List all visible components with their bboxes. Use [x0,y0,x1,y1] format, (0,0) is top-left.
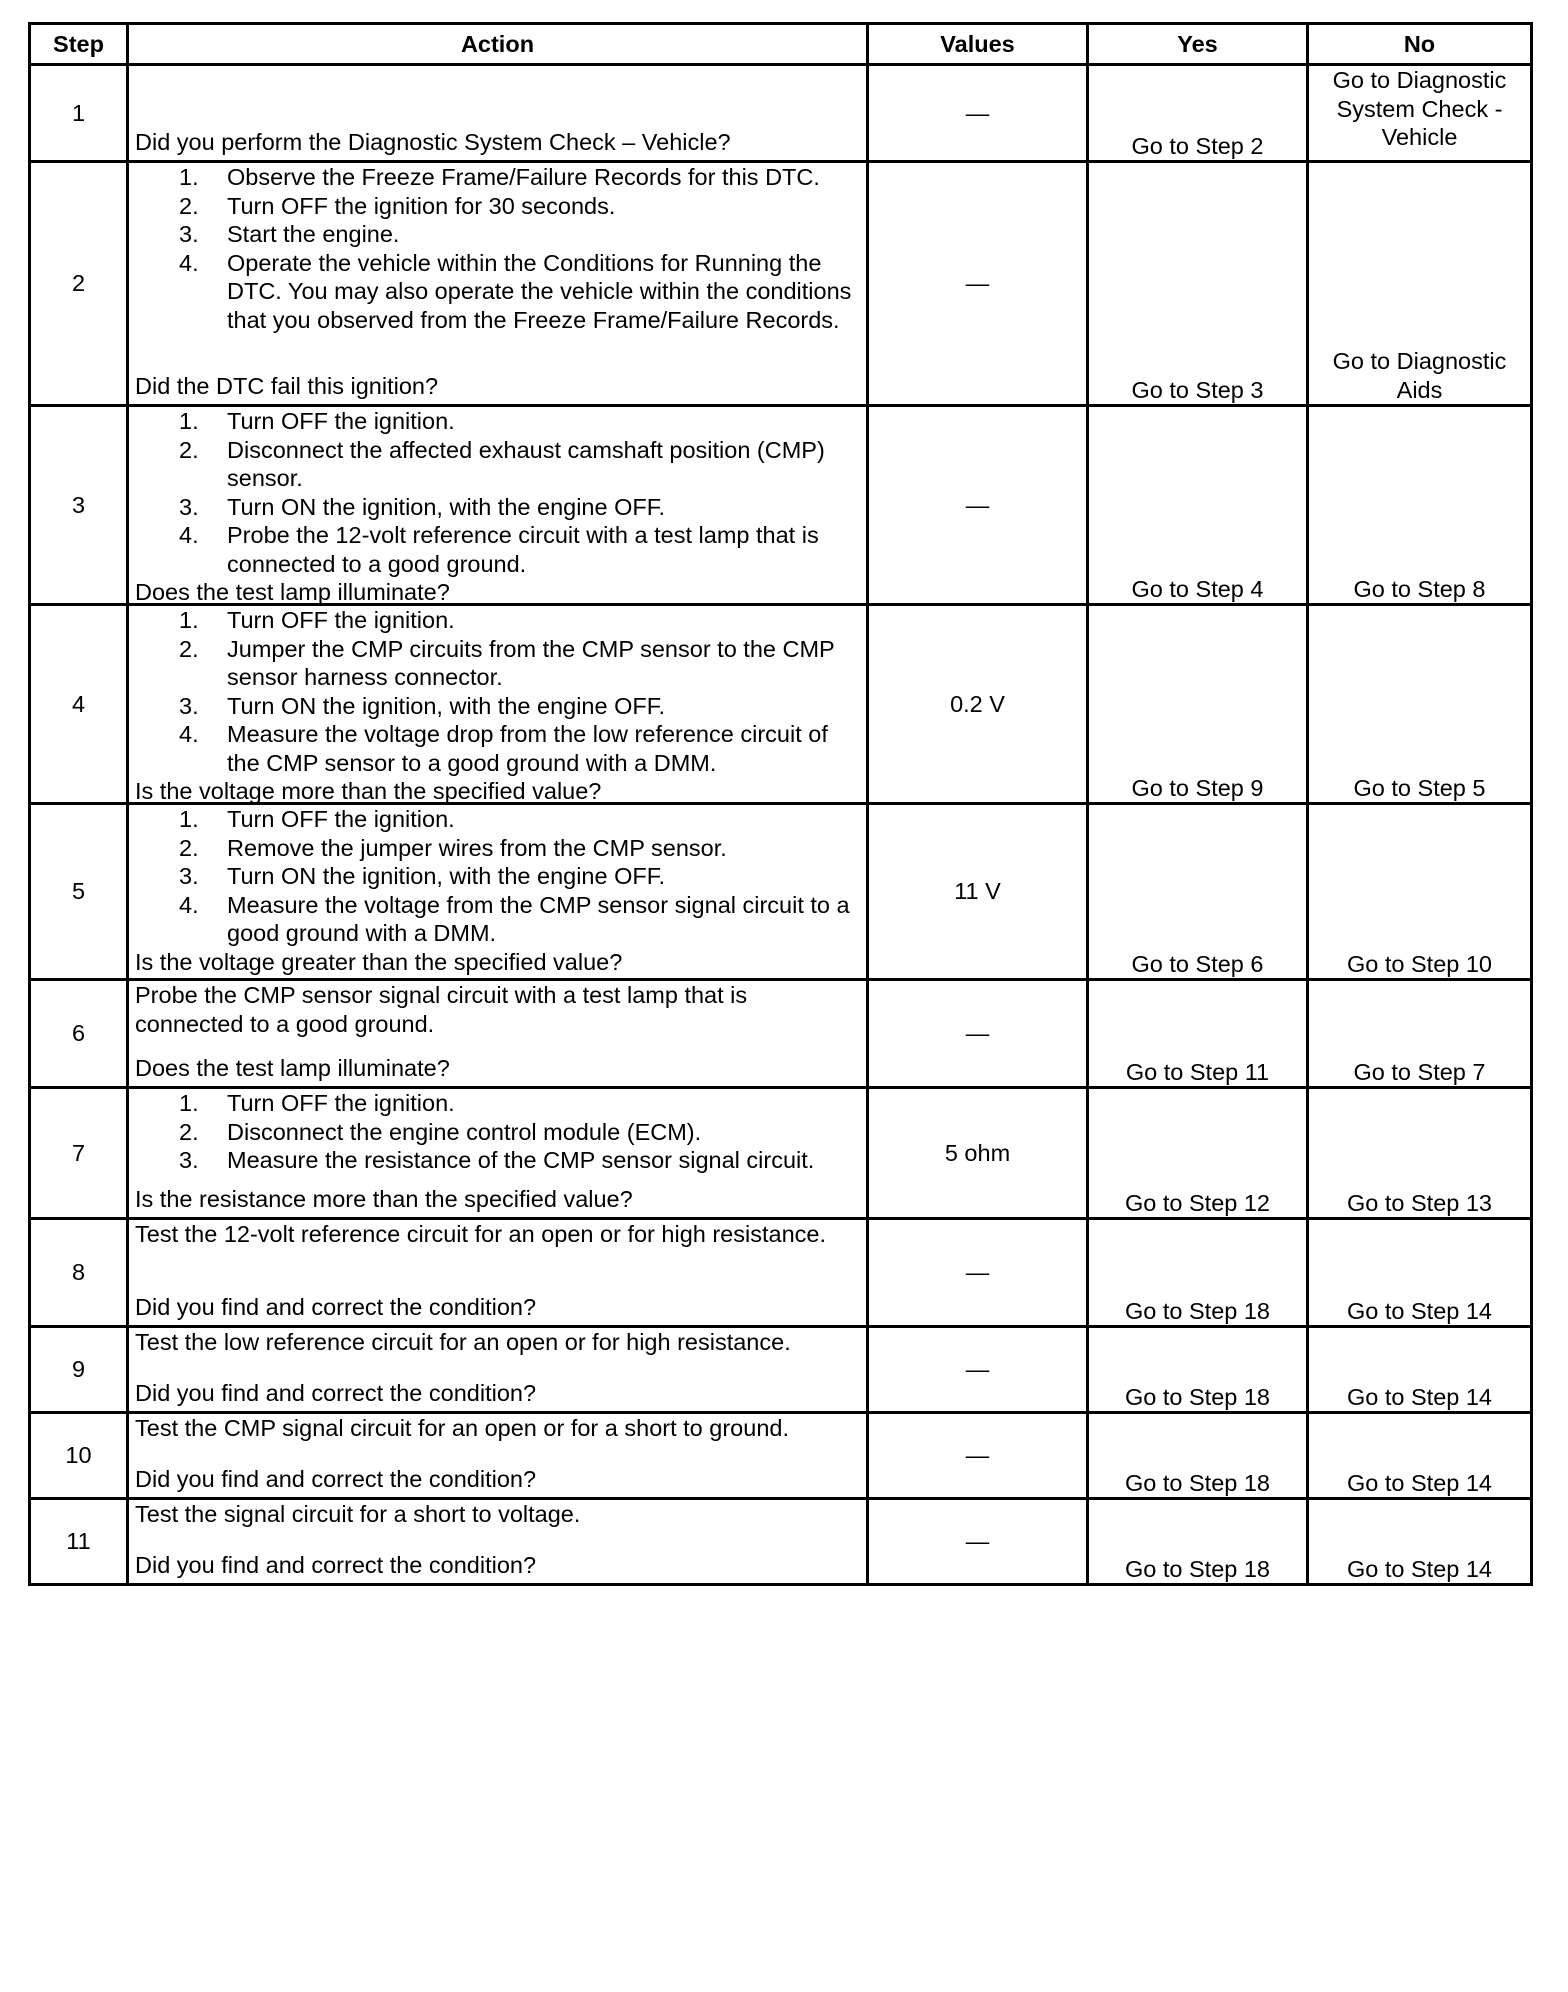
list-item: 1. Observe the Freeze Frame/Failure Records for this DTC. [179,164,820,190]
yes-cell: Go to Step 18 [1088,1413,1308,1499]
action-cell [128,804,868,980]
table-row [30,162,1532,406]
step-number: 11 [30,1499,128,1585]
header-action: Action [128,24,868,65]
action-text: Test the signal circuit for a short to voltage. [135,1501,581,1527]
table-row [30,1088,1532,1219]
action-steps-list [135,805,860,948]
value-cell: 11 V [868,804,1088,980]
action-text: Test the CMP signal circuit for an open or for a short to ground. [135,1415,789,1441]
step-number: 3 [30,406,128,605]
table-row [30,605,1532,804]
action-cell [128,1499,868,1585]
list-item: 1. Turn OFF the ignition. [179,408,455,434]
value-cell: — [868,1413,1088,1499]
action-cell [128,605,868,804]
no-cell: Go to Step 14 [1308,1219,1532,1327]
step-number: 10 [30,1413,128,1499]
value-cell: — [868,65,1088,162]
list-item: 4. Operate the vehicle within the Conditions for Running the DTC. You may also operate the vehicle within the conditions that you observed from the Freeze Frame/Failure Records. [179,249,852,333]
no-cell: Go to Diagnostic Aids [1308,162,1532,406]
yes-cell: Go to Step 11 [1088,980,1308,1088]
action-question: Is the voltage greater than the specified value? [135,948,623,975]
step-number: 4 [30,605,128,804]
action-steps-list [135,163,860,334]
value-cell: — [868,1499,1088,1585]
list-item: 3. Measure the resistance of the CMP sensor signal circuit. [179,1147,815,1173]
step-number: 6 [30,980,128,1088]
list-item: 2. Turn OFF the ignition for 30 seconds. [179,192,616,219]
value-cell: — [868,406,1088,605]
list-item: 3. Start the engine. [179,221,400,247]
value-cell: — [868,980,1088,1088]
step-number: 1 [30,65,128,162]
list-item: 4. Measure the voltage from the CMP sensor signal circuit to a good ground with a DMM. [179,891,850,946]
header-values: Values [868,24,1088,65]
table-row [30,406,1532,605]
no-cell: Go to Step 14 [1308,1413,1532,1499]
action-text: Test the low reference circuit for an open or for high resistance. [135,1329,791,1355]
yes-cell: Go to Step 9 [1088,605,1308,804]
list-item: 1. Turn OFF the ignition. [179,607,455,633]
no-cell: Go to Step 8 [1308,406,1532,605]
value-cell: — [868,1327,1088,1413]
value-cell: — [868,162,1088,406]
no-cell: Go to Step 10 [1308,804,1532,980]
list-item: 1. Turn OFF the ignition. [179,1090,455,1116]
action-question: Did you find and correct the condition? [135,1551,537,1578]
header-step: Step [30,24,128,65]
list-item: 2. Disconnect the engine control module (ECM). [179,1118,702,1145]
header-row [30,24,1532,65]
list-item: 2. Disconnect the affected exhaust camshaft position (CMP) sensor. [179,436,825,491]
action-question: Did you perform the Diagnostic System Check – Vehicle? [135,128,731,155]
action-cell [128,1413,868,1499]
action-text: Probe the CMP sensor signal circuit with a test lamp that is connected to a good ground. [135,982,748,1037]
value-cell: — [868,1219,1088,1327]
action-text: Test the 12-volt reference circuit for an open or for high resistance. [135,1221,826,1247]
no-cell: Go to Step 5 [1308,605,1532,804]
step-number: 9 [30,1327,128,1413]
no-cell: Go to Diagnostic System Check - Vehicle [1308,65,1532,162]
action-question: Did you find and correct the condition? [135,1293,537,1320]
no-cell: Go to Step 14 [1308,1499,1532,1585]
action-question: Does the test lamp illuminate? [135,579,450,605]
action-cell [128,65,868,162]
action-cell [128,1088,868,1219]
action-steps-list [135,606,860,777]
value-cell: 5 ohm [868,1088,1088,1219]
no-cell: Go to Step 14 [1308,1327,1532,1413]
table-row [30,65,1532,162]
table-row [30,980,1532,1088]
action-question: Is the voltage more than the specified value? [135,778,602,804]
diagnostic-table [28,22,1533,1586]
step-number: 7 [30,1088,128,1219]
yes-cell: Go to Step 18 [1088,1219,1308,1327]
list-item: 2. Jumper the CMP circuits from the CMP sensor to the CMP sensor harness connector. [179,635,835,690]
yes-cell: Go to Step 2 [1088,65,1308,162]
action-cell [128,1327,868,1413]
step-number: 5 [30,804,128,980]
action-question: Does the test lamp illuminate? [135,1054,450,1081]
list-item: 3. Turn ON the ignition, with the engine OFF. [179,863,666,889]
yes-cell: Go to Step 18 [1088,1327,1308,1413]
step-number: 2 [30,162,128,406]
no-cell: Go to Step 7 [1308,980,1532,1088]
table-row [30,804,1532,980]
yes-cell: Go to Step 18 [1088,1499,1308,1585]
action-cell [128,406,868,605]
table-row [30,1413,1532,1499]
table-row [30,1219,1532,1327]
yes-cell: Go to Step 6 [1088,804,1308,980]
action-steps-list [135,407,860,578]
action-cell [128,1219,868,1327]
list-item: 4. Probe the 12-volt reference circuit with a test lamp that is connected to a good ground. [179,522,819,577]
yes-cell: Go to Step 4 [1088,406,1308,605]
table-body [30,65,1532,1585]
list-item: 2. Remove the jumper wires from the CMP sensor. [179,834,727,861]
header-yes: Yes [1088,24,1308,65]
list-item: 4. Measure the voltage drop from the low reference circuit of the CMP sensor to a good ground with a DMM. [179,721,828,776]
step-number: 8 [30,1219,128,1327]
list-item: 3. Turn ON the ignition, with the engine OFF. [179,493,666,520]
list-item: 3. Turn ON the ignition, with the engine OFF. [179,692,666,719]
yes-cell: Go to Step 3 [1088,162,1308,406]
list-item: 1. Turn OFF the ignition. [179,806,455,832]
action-question: Is the resistance more than the specified value? [135,1185,633,1212]
action-cell [128,162,868,406]
no-cell: Go to Step 13 [1308,1088,1532,1219]
table-row [30,1327,1532,1413]
header-no: No [1308,24,1532,65]
action-question: Did you find and correct the condition? [135,1465,537,1492]
action-cell [128,980,868,1088]
action-steps-list [135,1089,860,1175]
value-cell: 0.2 V [868,605,1088,804]
yes-cell: Go to Step 12 [1088,1088,1308,1219]
action-question: Did the DTC fail this ignition? [135,372,439,399]
action-question: Did you find and correct the condition? [135,1379,537,1406]
table-row [30,1499,1532,1585]
